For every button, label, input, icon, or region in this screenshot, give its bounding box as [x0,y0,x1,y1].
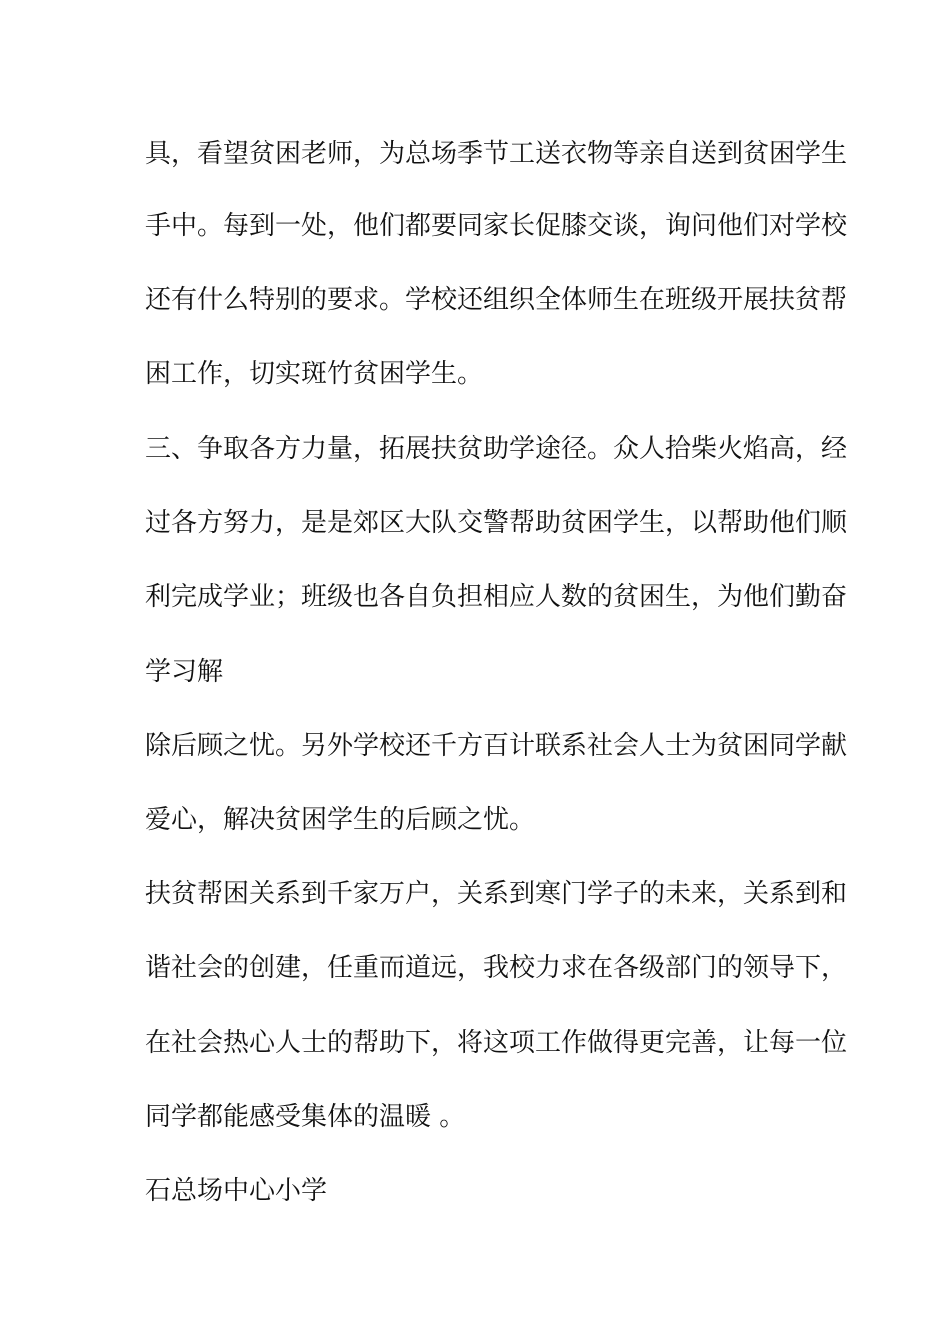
body-text-line: 同学都能感受集体的温暖 。 [145,1102,466,1132]
section-heading-line: 三、争取各方力量，拓展扶贫助学途径。众人拾柴火焰高，经 [145,434,848,464]
body-text-line: 学习解 [145,657,224,687]
body-text-line: 具，看望贫困老师，为总场季节工送衣物等亲自送到贫困学生 [145,139,848,169]
body-text-line: 在社会热心人士的帮助下，将这项工作做得更完善，让每一位 [145,1028,848,1058]
signature-line: 石总场中心小学 [145,1176,328,1206]
body-text-line: 过各方努力，是是郊区大队交警帮助贫困学生，以帮助他们顺 [145,508,848,538]
body-text-line: 扶贫帮困关系到千家万户，关系到寒门学子的未来，关系到和 [145,879,848,909]
body-text-line: 爱心，解决贫困学生的后顾之忧。 [145,805,536,835]
body-text-line: 手中。每到一处，他们都要同家长促膝交谈，询问他们对学校 [145,211,848,241]
body-text-line: 还有什么特别的要求。学校还组织全体师生在班级开展扶贫帮 [145,285,848,315]
body-text-line: 利完成学业；班级也各自负担相应人数的贫困生，为他们勤奋 [145,582,848,612]
body-text-line: 困工作，切实斑竹贫困学生。 [145,359,484,389]
body-text-line: 除后顾之忧。另外学校还千方百计联系社会人士为贫困同学献 [145,731,848,761]
body-text-line: 谐社会的创建，任重而道远，我校力求在各级部门的领导下， [145,953,848,983]
